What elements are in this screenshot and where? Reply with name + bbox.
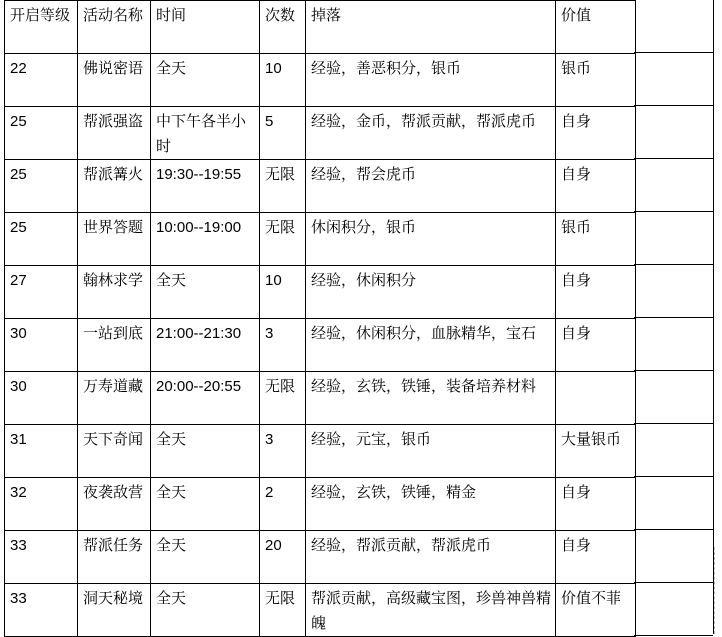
cell-value: 银币 [556, 213, 636, 266]
cell-level: 25 [5, 160, 78, 213]
cell-activity-name: 洞天秘境 [78, 584, 151, 637]
cell-drops: 经验，元宝，银币 [306, 425, 556, 478]
table-row [5, 107, 636, 160]
cell-count: 无限 [260, 584, 306, 637]
cell-value: 自身 [556, 160, 636, 213]
cell-level: 33 [5, 531, 78, 584]
extra-column-rule [634, 105, 713, 106]
cell-activity-name: 世界答题 [78, 213, 151, 266]
cell-level: 27 [5, 266, 78, 319]
cell-drops: 帮派贡献，高级藏宝图，珍兽神兽精魄 [306, 584, 556, 637]
cell-activity-name: 夜袭敌营 [78, 478, 151, 531]
cell-value: 自身 [556, 266, 636, 319]
cell-time: 中下午各半小时 [151, 107, 260, 160]
cell-count: 3 [260, 425, 306, 478]
extra-column-rule [634, 211, 713, 212]
header-name: 活动名称 [78, 1, 151, 54]
extra-column [634, 0, 714, 634]
cell-drops: 经验，玄铁，铁锤，精金 [306, 478, 556, 531]
cell-level: 25 [5, 213, 78, 266]
cell-time: 全天 [151, 531, 260, 584]
cell-time: 全天 [151, 478, 260, 531]
cell-drops: 经验，玄铁，铁锤，装备培养材料 [306, 372, 556, 425]
cell-activity-name: 一站到底 [78, 319, 151, 372]
table-row [5, 531, 636, 584]
header-row [5, 1, 636, 54]
cell-activity-name: 天下奇闻 [78, 425, 151, 478]
extra-column-rule [634, 529, 713, 530]
cell-activity-name: 佛说密语 [78, 54, 151, 107]
table-row [5, 54, 636, 107]
cell-count: 5 [260, 107, 306, 160]
activity-table [4, 0, 636, 637]
table-row [5, 213, 636, 266]
cell-activity-name: 帮派篝火 [78, 160, 151, 213]
extra-column-rule [634, 582, 713, 583]
cell-count: 3 [260, 319, 306, 372]
cell-level: 25 [5, 107, 78, 160]
extra-column-rule [634, 476, 713, 477]
cell-drops: 休闲积分，银币 [306, 213, 556, 266]
cell-drops: 经验，金币，帮派贡献，帮派虎币 [306, 107, 556, 160]
extra-column-rule [634, 423, 713, 424]
cell-level: 32 [5, 478, 78, 531]
cell-level: 30 [5, 372, 78, 425]
extra-column-rule [634, 317, 713, 318]
header-count: 次数 [260, 1, 306, 54]
extra-column-rule [634, 635, 713, 636]
table-row [5, 266, 636, 319]
cell-level: 33 [5, 584, 78, 637]
cell-level: 31 [5, 425, 78, 478]
cell-time: 19:30--19:55 [151, 160, 260, 213]
cell-count: 无限 [260, 160, 306, 213]
cell-drops: 经验，帮会虎币 [306, 160, 556, 213]
cell-value [556, 372, 636, 425]
cell-drops: 经验，休闲积分，血脉精华，宝石 [306, 319, 556, 372]
header-level: 开启等级 [5, 1, 78, 54]
cell-value: 自身 [556, 478, 636, 531]
extra-column-rule [634, 370, 713, 371]
cell-level: 30 [5, 319, 78, 372]
cell-count: 10 [260, 266, 306, 319]
cell-activity-name: 万寿道藏 [78, 372, 151, 425]
table-row [5, 372, 636, 425]
cell-time: 20:00--20:55 [151, 372, 260, 425]
cell-time: 10:00--19:00 [151, 213, 260, 266]
table-row [5, 425, 636, 478]
cell-time: 全天 [151, 54, 260, 107]
table-row [5, 584, 636, 637]
table-row [5, 160, 636, 213]
cell-value: 价值不菲 [556, 584, 636, 637]
cell-count: 10 [260, 54, 306, 107]
cell-count: 20 [260, 531, 306, 584]
table-row [5, 319, 636, 372]
header-value: 价值 [556, 1, 636, 54]
cell-drops: 经验，善恶积分，银币 [306, 54, 556, 107]
extra-column-rule [634, 52, 713, 53]
cell-value: 自身 [556, 531, 636, 584]
extra-column-rule [634, 264, 713, 265]
header-drops: 掉落 [306, 1, 556, 54]
cell-activity-name: 帮派强盗 [78, 107, 151, 160]
cell-drops: 经验，休闲积分 [306, 266, 556, 319]
cell-value: 自身 [556, 319, 636, 372]
cell-activity-name: 帮派任务 [78, 531, 151, 584]
header-time: 时间 [151, 1, 260, 54]
cell-time: 全天 [151, 266, 260, 319]
cell-drops: 经验，帮派贡献，帮派虎币 [306, 531, 556, 584]
cell-count: 无限 [260, 372, 306, 425]
table-row [5, 478, 636, 531]
cell-time: 21:00--21:30 [151, 319, 260, 372]
cell-level: 22 [5, 54, 78, 107]
cell-time: 全天 [151, 425, 260, 478]
cell-value: 大量银币 [556, 425, 636, 478]
cell-time: 全天 [151, 584, 260, 637]
cell-count: 无限 [260, 213, 306, 266]
cell-count: 2 [260, 478, 306, 531]
cell-activity-name: 翰林求学 [78, 266, 151, 319]
cell-value: 银币 [556, 54, 636, 107]
cell-value: 自身 [556, 107, 636, 160]
page-edge-line [714, 547, 716, 634]
extra-column-rule [634, 158, 713, 159]
